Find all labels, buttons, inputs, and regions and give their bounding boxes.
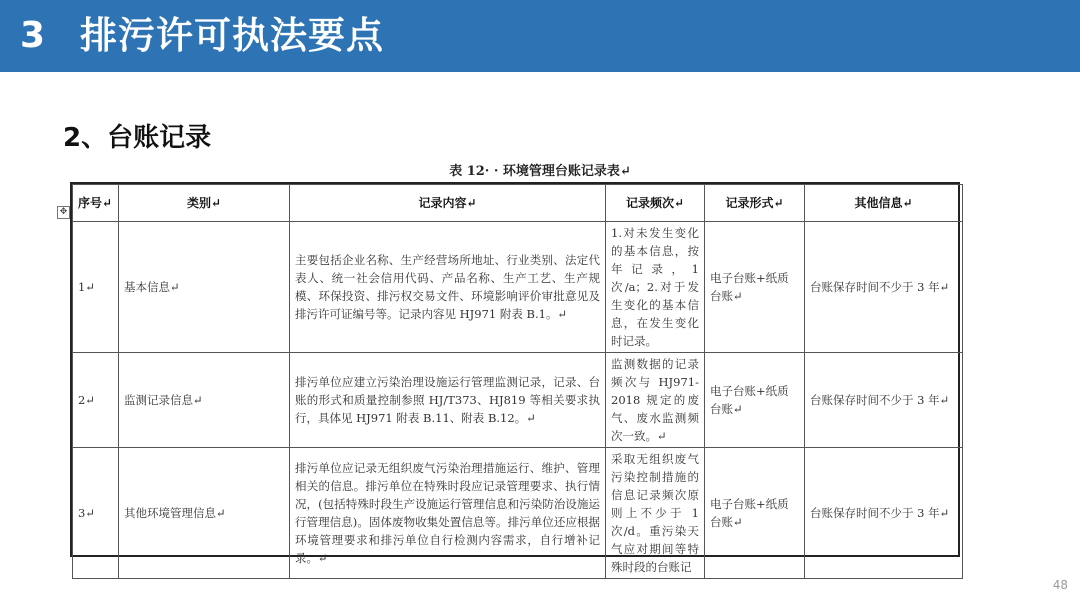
row-category: 其他环境管理信息↵: [119, 448, 290, 579]
table-header-row: [73, 185, 963, 222]
row-frequency: 采取无组织废气污染控制措施的信息记录频次原则上不少于 1 次/d。重污染天气应对期间等特殊时段的台账记: [606, 448, 705, 579]
row-content: 排污单位应记录无组织废气污染治理措施运行、维护、管理相关的信息。排污单位在特殊时段应记录管理要求、执行情况，(包括特殊时段生产设施运行管理信息和污染防治设施运行管理信息)。固体废物收集处置信息等。排污单位还应根据环境管理要求和排污单位自行检测内容需求，自行增补记录。↵: [290, 448, 606, 579]
row-form: 电子台账+纸质台账↵: [705, 222, 805, 353]
column-header-frequency: 记录频次↵: [606, 185, 705, 222]
column-header-category: 类别↵: [119, 185, 290, 222]
row-other: 台账保存时间不少于 3 年↵: [805, 448, 963, 579]
ledger-table-container: [70, 182, 960, 574]
row-other: 台账保存时间不少于 3 年↵: [805, 353, 963, 448]
row-number: 3↵: [73, 448, 119, 579]
row-form: 电子台账+纸质台账↵: [705, 448, 805, 579]
column-header-no: 序号↵: [73, 185, 119, 222]
row-number: 1↵: [73, 222, 119, 353]
move-handle-icon[interactable]: ✥: [57, 206, 70, 219]
row-number: 2↵: [73, 353, 119, 448]
row-content: 主要包括企业名称、生产经营场所地址、行业类别、法定代表人、统一社会信用代码、产品名称、生产工艺、生产规模、环保投资、排污权交易文件、环境影响评价审批意见及排污许可证编号等。记录内容见 HJ971 附表 B.1。↵: [290, 222, 606, 353]
row-form: 电子台账+纸质台账↵: [705, 353, 805, 448]
header-bar: [0, 0, 1080, 72]
row-frequency: 1.对未发生变化的基本信息，按年记录，1 次/a；2.对于发生变化的基本信息，在发生变化时记录。: [606, 222, 705, 353]
table-caption: 表 12· · 环境管理台账记录表↵: [449, 164, 631, 179]
column-header-other: 其他信息↵: [805, 185, 963, 222]
row-category: 基本信息↵: [119, 222, 290, 353]
page-number: 48: [1052, 578, 1068, 592]
column-header-content: 记录内容↵: [290, 185, 606, 222]
row-content: 排污单位应建立污染治理设施运行管理监测记录，记录、台账的形式和质量控制参照 HJ/T373、HJ819 等相关要求执行，具体见 HJ971 附表 B.11、附表 B.12。↵: [290, 353, 606, 448]
section-number: 3: [20, 15, 46, 56]
table-row: [73, 448, 963, 579]
row-category: 监测记录信息↵: [119, 353, 290, 448]
table-row: [73, 353, 963, 448]
ledger-table: [72, 184, 963, 579]
column-header-form: 记录形式↵: [705, 185, 805, 222]
table-row: [73, 222, 963, 353]
page-title: 排污许可执法要点: [80, 14, 384, 57]
row-frequency: 监测数据的记录频次与 HJ971-2018 规定的废气、废水监测频次一致。↵: [606, 353, 705, 448]
section-subtitle: 2、台账记录: [63, 123, 212, 153]
row-other: 台账保存时间不少于 3 年↵: [805, 222, 963, 353]
